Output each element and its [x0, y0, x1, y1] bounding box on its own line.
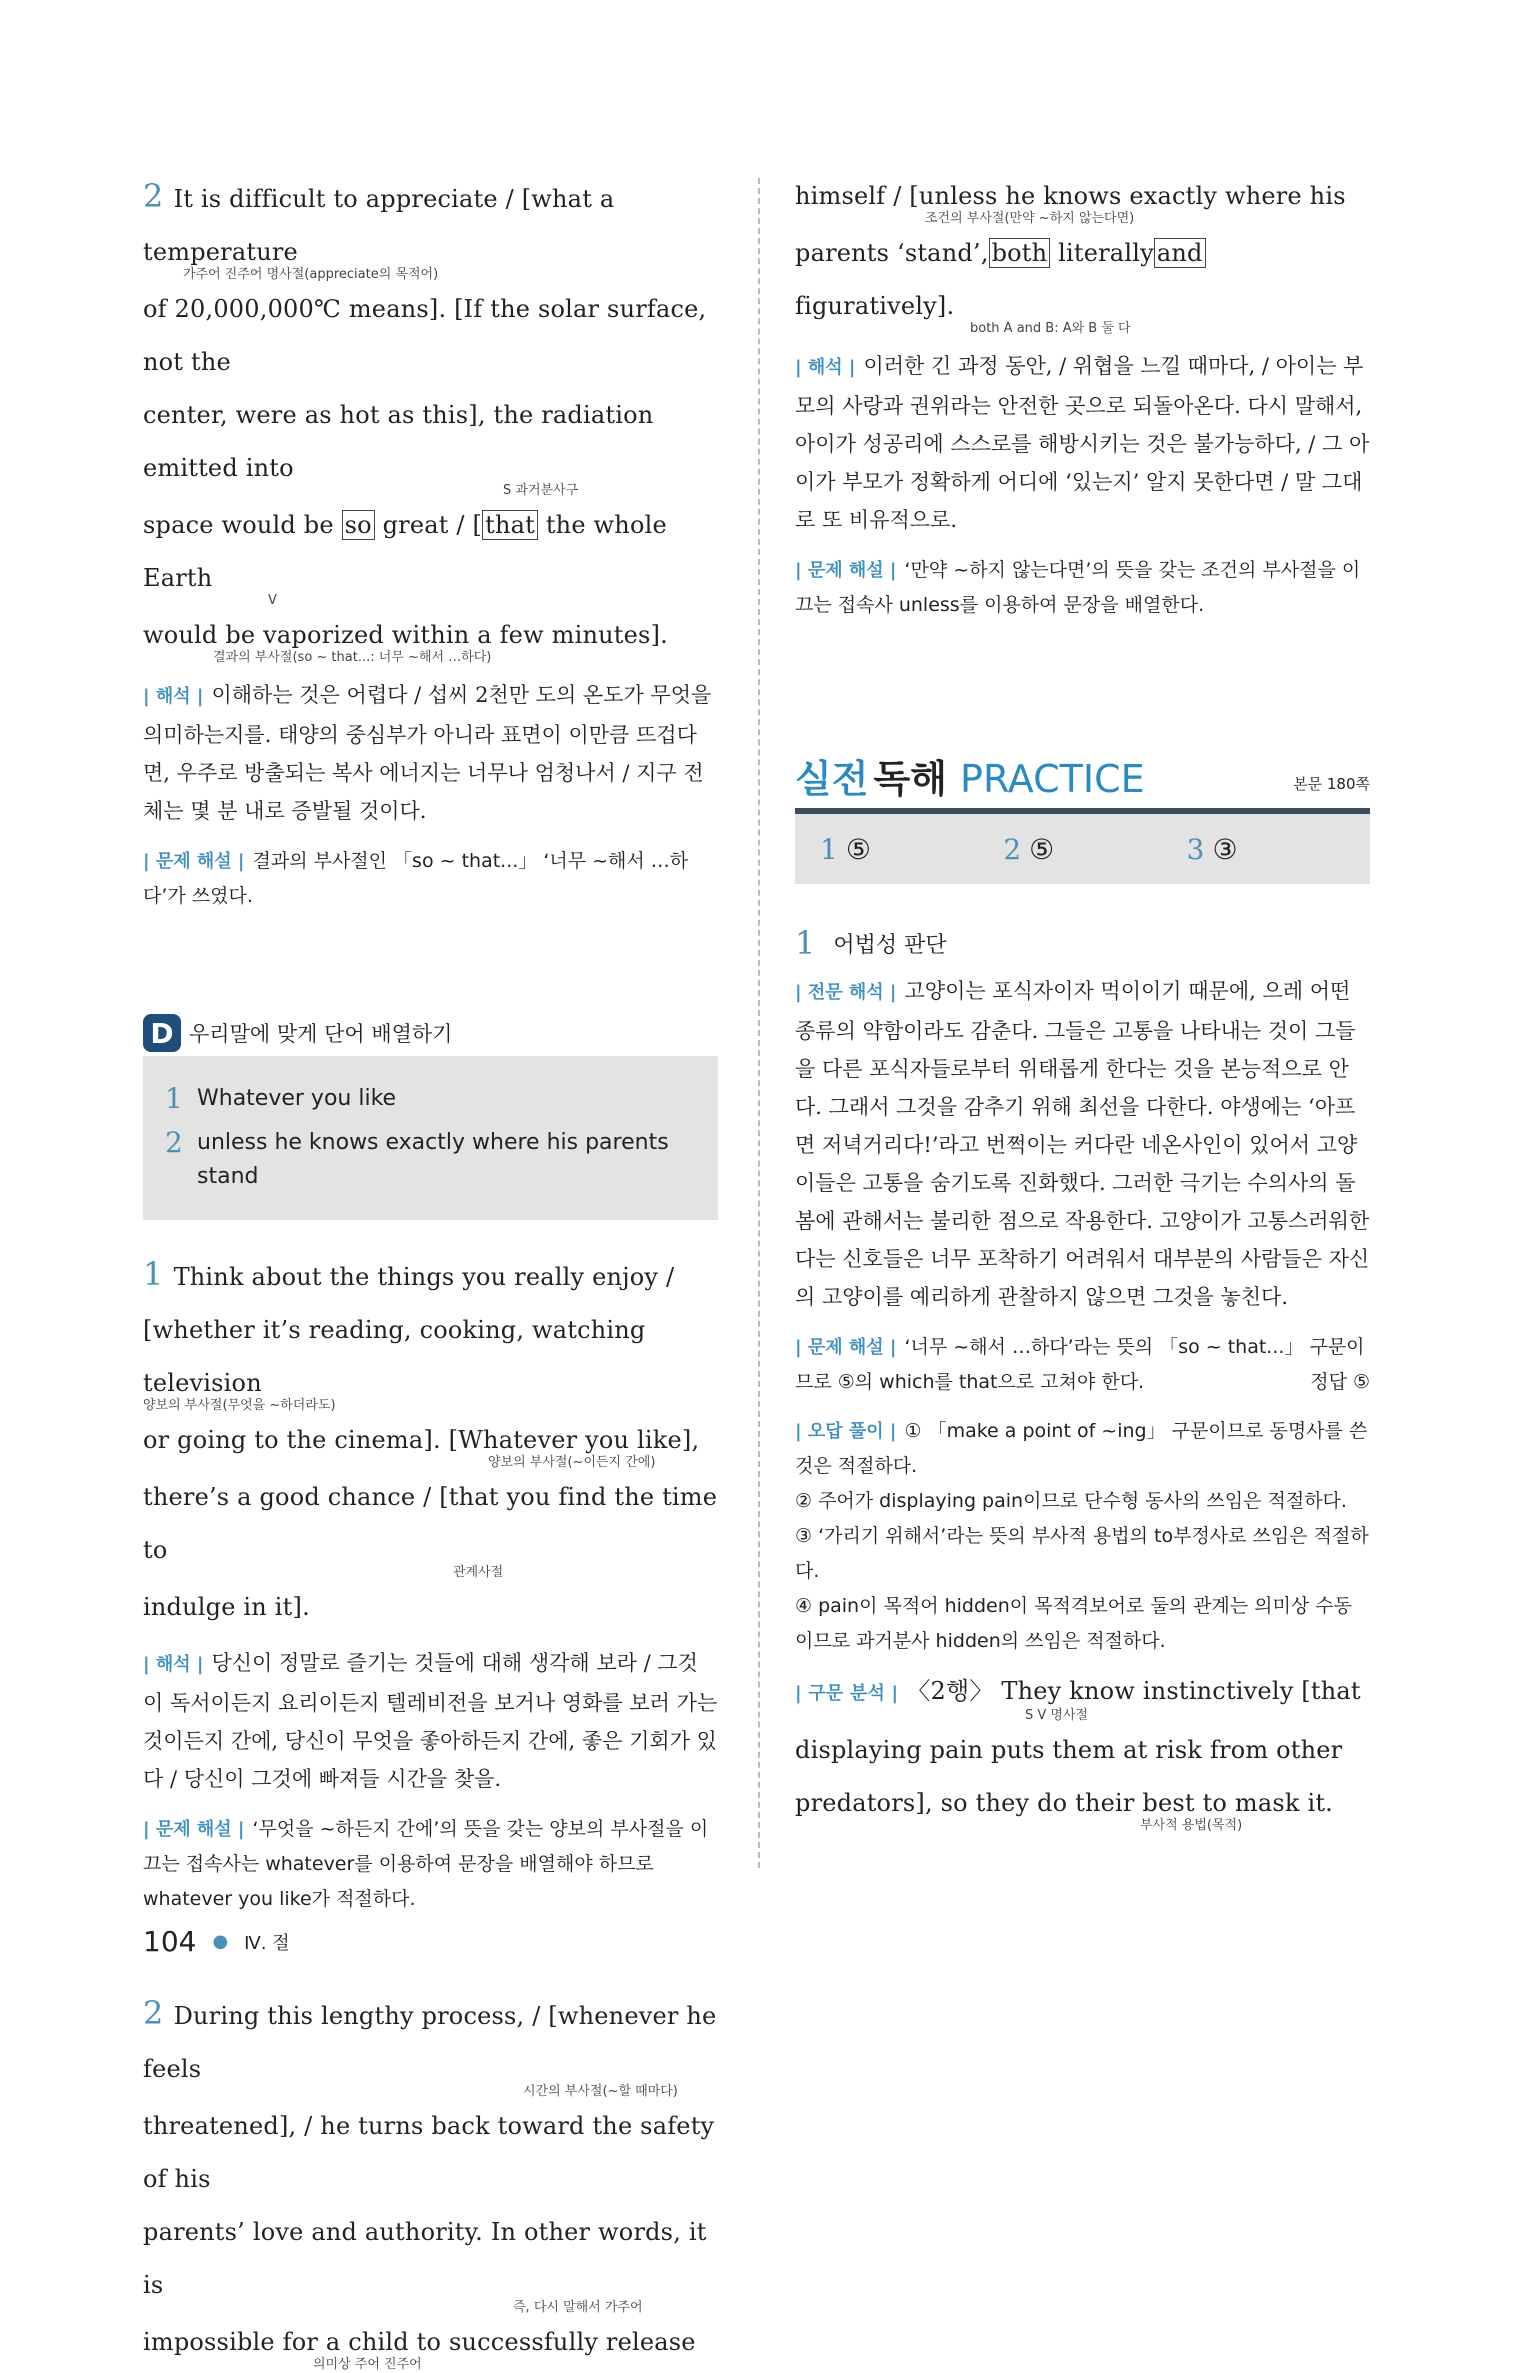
grammar-annotation: V — [268, 593, 277, 608]
boxed-word: that — [482, 510, 538, 540]
explanation-text: 결과의 부사절인 「so ~ that...」 ‘너무 ~해서 …하다’가 쓰였다. — [143, 850, 689, 907]
wrong-answer-notes — [795, 1414, 1370, 1659]
practice-title-korean: 독해 — [873, 757, 947, 801]
label-tag: | 구문 분석 | — [795, 1683, 899, 1704]
grammar-annotation: both A and B: A와 B 둘 다 — [970, 321, 1131, 336]
translation — [795, 347, 1370, 539]
grammar-annotation: 결과의 부사절(so ~ that...: 너무 ~해서 …하다) — [213, 650, 492, 665]
bullet-dot-icon: ● — [212, 1931, 229, 1952]
note-text: ④ pain이 목적어 hidden이 목적격보어로 둘의 관계는 의미상 수동이므로 과거분사 hidden의 쓰임은 적절하다. — [795, 1595, 1352, 1652]
sentence-line — [143, 1987, 718, 2096]
sentence-text: parents ‘stand’, — [795, 239, 989, 267]
continuation-block — [795, 170, 1370, 623]
answer-value: ③ — [1212, 832, 1238, 866]
grammar-annotation: 가주어 진주어 명사절(appreciate의 목적어) — [183, 267, 439, 282]
grammar-annotation: 부사적 용법(목적) — [1140, 1818, 1243, 1833]
label-tag: | 문제 해설 | — [795, 1337, 897, 1358]
explanation-text: ‘만약 ~하지 않는다면’의 뜻을 갖는 조건의 부사절을 이끄는 접속사 unless를 이용하여 문장을 배열한다. — [795, 559, 1361, 616]
grammar-annotation: 관계사절 — [453, 1565, 504, 1580]
answer-value: ⑤ — [1029, 832, 1055, 866]
translation-text: 이러한 긴 과정 동안, / 위협을 느낄 때마다, / 아이는 부모의 사랑과 권위라는 안전한 곳으로 되돌아온다. 다시 말해서, 아이가 성공리에 스스로를 해방시키는 것은 불가능하다, / 그 아이가 부모가 정확하게 어디에 ‘있는지’ 알지 못한다면 / 말 그대로 또 비유적으로. — [795, 354, 1370, 532]
translation — [143, 1644, 718, 1798]
grammar-annotation: S 과거분사구 — [503, 483, 579, 498]
page-reference: 본문 180쪽 — [1293, 775, 1370, 793]
sentence-line — [143, 499, 718, 605]
boxed-word: and — [1154, 238, 1206, 268]
note-text: ① 「make a point of ~ing」 구문이므로 동명사를 쓴 것은 적절하다. — [795, 1420, 1368, 1477]
label-tag: | 문제 해설 | — [143, 851, 245, 872]
chapter-label: Ⅳ. 절 — [244, 1932, 290, 1954]
sentence-text: figuratively]. — [795, 292, 955, 320]
practice-header — [795, 748, 1370, 808]
practice-title-english: PRACTICE — [960, 757, 1145, 801]
answer-number: 1 — [165, 1082, 183, 1115]
sentence-line: impossible for a child to successfully release — [143, 2328, 696, 2356]
left-column — [143, 170, 718, 2373]
grammar-annotation: 양보의 부사절(~이든지 간에) — [488, 1455, 656, 1470]
passage-2-block — [143, 170, 718, 914]
label-tag: | 오답 풀이 | — [795, 1421, 897, 1442]
sentence-text: Think about the things you really enjoy / — [173, 1263, 675, 1291]
label-tag: | 문제 해설 | — [143, 1819, 245, 1840]
grammar-analysis — [795, 1665, 1370, 1834]
grammar-annotation: 시간의 부사절(~할 때마다) — [523, 2084, 678, 2099]
sentence-line: [whether it’s reading, cooking, watching television — [143, 1316, 646, 1397]
page-footer — [143, 1925, 290, 1958]
answer-row — [165, 1126, 696, 1194]
explanation-text: ‘너무 ~해서 …하다’라는 뜻의 「so ~ that...」 구문이므로 ⑤의 which를 that으로 고쳐야 한다. — [795, 1336, 1365, 1393]
sentence-line: parents’ love and authority. In other words, it is — [143, 2218, 707, 2299]
sentence-line: or going to the cinema]. [Whatever you like], — [143, 1426, 700, 1454]
explanation — [795, 553, 1370, 623]
grammar-annotation: 조건의 부사절(만약 ~하지 않는다면) — [925, 211, 1135, 226]
sentence-line: there’s a good chance / [that you find the time to — [143, 1483, 718, 1564]
full-translation — [795, 972, 1370, 1316]
question-2-block — [143, 1987, 718, 2373]
translation-text: 이해하는 것은 어렵다 / 섭씨 2천만 도의 온도가 무엇을 의미하는지를. 태양의 중심부가 아니라 표면이 이만큼 뜨겁다면, 우주로 방출되는 복사 에너지는 너무나 엄청나서 / 지구 전체는 몇 분 내로 증발될 것이다. — [143, 683, 712, 823]
page-number: 104 — [143, 1925, 197, 1958]
boxed-word: so — [342, 510, 375, 540]
label-tag: | 해석 | — [795, 357, 856, 378]
sentence-line: would be vaporized within a few minutes]. — [143, 621, 668, 649]
sentence-text: great / [ — [382, 511, 483, 539]
boxed-word: both — [989, 238, 1051, 268]
sentence-text: space would be — [143, 511, 334, 539]
note-text: ③ ‘가리기 위해서’라는 뜻의 부사적 용법의 to부정사로 쓰임은 적절하다. — [795, 1525, 1369, 1582]
label-tag: | 전문 해석 | — [795, 982, 897, 1003]
answer-key-item — [1003, 833, 1186, 866]
sentence-line: center, were as hot as this], the radiation emitted into — [143, 401, 654, 482]
answer-key-item — [1187, 833, 1370, 866]
practice-title-korean: 실전 — [795, 757, 869, 801]
answer-key-item — [820, 833, 1003, 866]
sentence-line: predators], so they do their best to mask it. — [795, 1789, 1334, 1817]
answer-number: 3 — [1186, 832, 1205, 866]
correct-answer: 정답 ⑤ — [1310, 1371, 1370, 1393]
translation-text: 당신이 정말로 즐기는 것들에 대해 생각해 보라 / 그것이 독서이든지 요리이든지 텔레비전을 보거나 영화를 보러 가는 것이든지 간에, 당신이 무엇을 좋아하든지 간에, 좋은 기회가 있다 / 당신이 그것에 빠져들 시간을 찾을. — [143, 1651, 718, 1791]
explanation — [143, 1812, 718, 1917]
label-tag: | 해석 | — [143, 686, 204, 707]
grammar-annotation: 의미상 주어 진주어 — [313, 2357, 422, 2372]
sentence-line — [143, 170, 718, 279]
answer-row — [165, 1082, 696, 1116]
problem-title: 어법성 판단 — [833, 932, 947, 958]
label-tag: | 해석 | — [143, 1654, 204, 1675]
question-1-block — [143, 1248, 718, 1917]
answer-text: Whatever you like — [197, 1086, 397, 1111]
explanation-text: ‘무엇을 ~하든지 간에’의 뜻을 갖는 양보의 부사절을 이끄는 접속사는 whatever를 이용하여 문장을 배열해야 하므로 whatever you like가 적절하다. — [143, 1818, 709, 1910]
sentence-line: indulge in it]. — [143, 1593, 310, 1621]
answer-number: 1 — [820, 832, 838, 866]
sentence-line: of 20,000,000℃ means]. [If the solar surface, not the — [143, 295, 707, 376]
explanation — [143, 844, 718, 914]
column-divider — [758, 178, 760, 1868]
sentence-line — [795, 227, 1370, 333]
sentence-text: It is difficult to appreciate / [what a temperature — [143, 185, 615, 266]
sentence-text: 〈2행〉 They know instinctively [that — [906, 1677, 1361, 1705]
sentence-line: himself / [unless he knows exactly where his — [795, 182, 1346, 210]
sentence-line: threatened], / he turns back toward the safety of his — [143, 2112, 715, 2193]
right-column — [795, 170, 1370, 1834]
problem-number: 1 — [795, 924, 816, 962]
sentence-text: the whole Earth — [143, 511, 667, 592]
grammar-annotation: 즉, 다시 말해서 가주어 — [513, 2300, 643, 2315]
sentence-text: During this lengthy process, / [whenever he feels — [143, 2002, 717, 2083]
grammar-annotation: 양보의 부사절(무엇을 ~하더라도) — [143, 1398, 336, 1413]
label-tag: | 문제 해설 | — [795, 560, 897, 581]
section-title: 우리말에 맞게 단어 배열하기 — [189, 1022, 453, 1046]
note-text: ② 주어가 displaying pain이므로 단수형 동사의 쓰임은 적절하다. — [795, 1490, 1347, 1512]
sentence-line: displaying pain puts them at risk from other — [795, 1736, 1343, 1764]
section-d-header — [143, 1014, 718, 1052]
translation — [143, 676, 718, 830]
sentence-line — [143, 1248, 718, 1304]
answer-number: 2 — [1003, 832, 1022, 866]
grammar-annotation: S V 명사절 — [1025, 1708, 1089, 1723]
item-number: 2 — [143, 177, 164, 215]
item-number: 1 — [143, 1255, 164, 1293]
answer-key-bar — [795, 814, 1370, 884]
explanation — [795, 1330, 1370, 1400]
answer-text: unless he knows exactly where his parents stand — [197, 1130, 669, 1189]
item-number: 2 — [143, 1994, 164, 2032]
problem-1-header — [795, 924, 1370, 962]
section-d — [143, 1014, 718, 1220]
section-badge-icon: D — [143, 1014, 181, 1052]
translation-text: 고양이는 포식자이자 먹이이기 때문에, 으레 어떤 종류의 약함이라도 감춘다. 그들은 고통을 나타내는 것이 그들을 다른 포식자들로부터 위태롭게 한다는 것을 본능적으로 안다. 그래서 그것을 감추기 위해 최선을 다한다. 야생에는 ‘아프면 저녁거리다!’라고 번쩍이는 커다란 네온사인이 있어서 고양이들은 고통을 숨기도록 진화했다. 그러한 극기는 수의사의 돌봄에 관해서는 불리한 점으로 작용한다. 고양이가 고통스러워한다는 신호들은 너무 포착하기 어려워서 대부분의 사람들은 자신의 고양이를 예리하게 관찰하지 않으면 그것을 놓친다. — [795, 979, 1370, 1309]
answer-box — [143, 1056, 718, 1220]
answer-number: 2 — [165, 1126, 183, 1159]
sentence-text: literally — [1058, 239, 1154, 267]
answer-value: ⑤ — [845, 832, 871, 866]
